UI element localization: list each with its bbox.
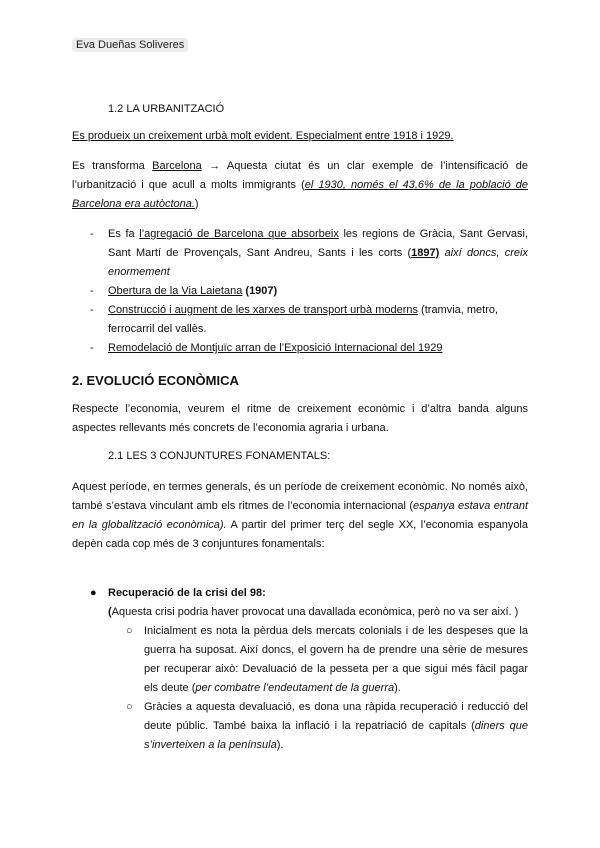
bullet-title: Recuperació de la crisi del 98: [108, 587, 266, 599]
author-name: Eva Dueñas Soliveres [72, 38, 188, 52]
list-item [90, 282, 528, 301]
text: per combatre l’endeutament de la guerra [195, 682, 395, 694]
year: (1907) [242, 285, 278, 297]
text: ). [394, 682, 401, 694]
text: Construcció i augment de les xarxes de transport urbà moderns [108, 304, 418, 316]
text: → Aquesta ciutat és un clar exemple de l’intensificació de l’urbanització i que acull a molts immigrants ( [72, 160, 528, 191]
urbanization-intro: Es produeix un creixement urbà molt evident. Especialment entre 1918 i 1929. [72, 130, 454, 142]
circle-bullet-icon: ○ [126, 701, 133, 713]
text: Gràcies a aquesta devaluació, es dona una ràpida recuperació i reducció del deute públic. També baixa la inflació i la repatriació de capitals ( [144, 701, 528, 732]
conjunctures-paragraph [72, 478, 528, 554]
list-item [90, 301, 528, 339]
text: Aquesta crisi podria haver provocat una davallada econòmica, però no va ser així. ) [111, 606, 519, 618]
population-note: el 1930, només el 43,6% de la població de Barcelona era autòctona. [72, 179, 528, 210]
urbanization-list [90, 225, 528, 358]
text: Aquest període, en termes generals, és un període de creixement econòmic. No només això, també s’estava vinculant amb els ritmes de l’economia internacional ( [72, 481, 528, 512]
text: Inicialment es nota la pèrdua dels mercats colonials i de les despeses que la guerra ha suposat. Així doncs, el govern ha de prendre una sèrie de mesures per recuperar això: Devaluació de la pesseta per a que sigui més fàcil pagar els deute ( [144, 625, 528, 694]
globalization-note: espanya estava entrant en la globalització econòmica). [72, 500, 528, 531]
text: l’agregació de Barcelona que absorbeix [139, 228, 339, 240]
list-item [126, 622, 528, 698]
text: ) [194, 198, 199, 210]
text: Remodelació de Montjuïc arran de l’Exposició Internacional del 1929 [108, 342, 443, 354]
list-item [90, 225, 528, 282]
circle-bullet-icon: ○ [126, 625, 133, 637]
text: ( [108, 606, 112, 618]
list-item [90, 339, 528, 358]
bullet-icon: ● [90, 587, 97, 599]
text: A partir del primer terç del segle XX, l’economia espanyola depèn cada cop més de 3 conjuntures fonamentals: [72, 519, 528, 550]
text: les regions de Gràcia, Sant Gervasi, Sant Martí de Provençals, Sant Andreu, Sants i les corts ( [108, 228, 529, 259]
economy-intro: Respecte l’economia, veurem el ritme de creixement econòmic i d’altra banda alguns aspectes rellevants més concrets de l’economia agraria i urbana. [72, 403, 528, 434]
barcelona-link-text: Barcelona [152, 160, 202, 172]
text: Obertura de la Via Laietana [108, 285, 243, 297]
bullet-content [108, 584, 528, 622]
text: Es fa [108, 228, 140, 240]
recovery-subitems [126, 622, 528, 755]
text: així doncs, creix enormement [108, 247, 528, 278]
year: 1897) [411, 247, 440, 259]
list-item [126, 698, 528, 755]
section-heading-2: 2. EVOLUCIÓ ECONÒMICA [72, 373, 239, 388]
section-heading-2-1: 2.1 LES 3 CONJUNTURES FONAMENTALS: [108, 450, 331, 462]
text: Es transforma [72, 160, 153, 172]
text: ). [276, 739, 284, 751]
bullet-note [108, 603, 528, 622]
text: (tramvia, metro, ferrocarril del vallès. [108, 304, 499, 335]
section-heading-1-2: 1.2 LA URBANITZACIÓ [108, 103, 225, 115]
text: diners que s’inverteixen a la península [144, 720, 529, 751]
barcelona-paragraph [72, 157, 528, 214]
